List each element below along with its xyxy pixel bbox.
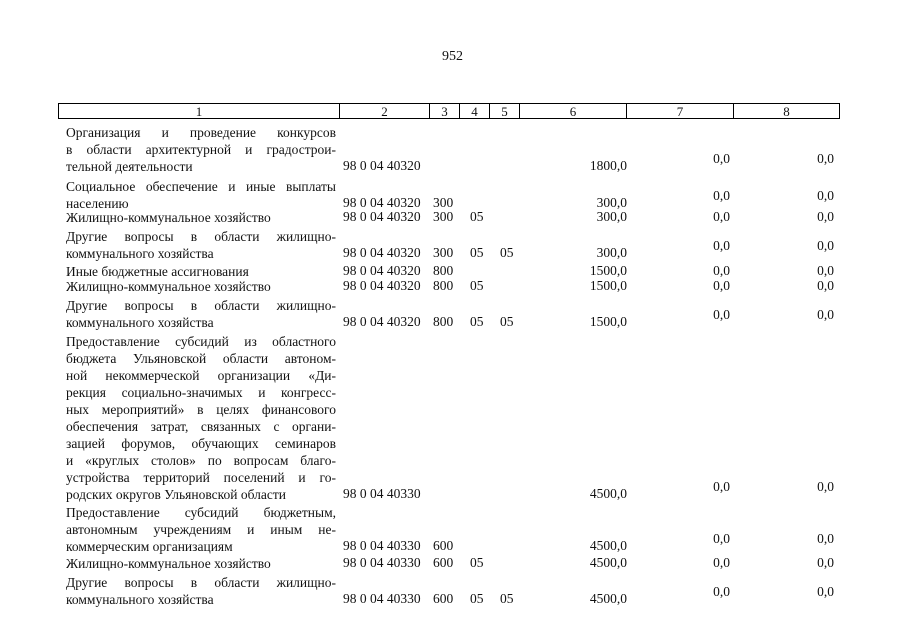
header-col-4: 4 bbox=[459, 104, 489, 118]
row-value-col8: 0,0 bbox=[817, 307, 834, 322]
row-value-col6: 1500,0 bbox=[589, 278, 627, 293]
row-section: 05 bbox=[470, 555, 484, 570]
row-name-line: населению bbox=[66, 196, 129, 211]
row-name-line: ных мероприятий» в целях финансового bbox=[66, 402, 336, 417]
header-col-6: 6 bbox=[519, 104, 626, 118]
row-subsection: 05 bbox=[500, 314, 514, 329]
row-value-col8: 0,0 bbox=[817, 209, 834, 224]
row-name bbox=[66, 297, 336, 331]
row-name-line: бюджета Ульяновской области автоном- bbox=[66, 351, 336, 366]
row-name-line: обеспечения затрат, связанных с органи- bbox=[66, 419, 336, 434]
row-name-line: зацией форумов, обучающих семинаров bbox=[66, 436, 336, 451]
row-code: 98 0 04 40330 bbox=[343, 538, 421, 553]
row-value-col8: 0,0 bbox=[817, 531, 834, 546]
row-name bbox=[66, 555, 336, 572]
row-value-col6: 4500,0 bbox=[589, 591, 627, 606]
row-name-line: Жилищно-коммунальное хозяйство bbox=[66, 556, 271, 571]
row-value-col7: 0,0 bbox=[713, 584, 730, 599]
row-name-line: Предоставление субсидий из областного bbox=[66, 334, 336, 349]
row-section: 05 bbox=[470, 591, 484, 606]
row-section: 05 bbox=[470, 245, 484, 260]
row-value-col6: 300,0 bbox=[596, 245, 627, 260]
row-subsection: 05 bbox=[500, 245, 514, 260]
row-code: 98 0 04 40320 bbox=[343, 245, 421, 260]
row-name-line: и «круглых столов» по вопросам благо- bbox=[66, 453, 336, 468]
row-name-line: в области архитектурной и градострои- bbox=[66, 142, 336, 157]
row-expense-type: 600 bbox=[433, 555, 454, 570]
row-value-col6: 4500,0 bbox=[589, 538, 627, 553]
row-value-col8: 0,0 bbox=[817, 584, 834, 599]
row-value-col7: 0,0 bbox=[713, 151, 730, 166]
row-expense-type: 300 bbox=[433, 195, 454, 210]
row-code: 98 0 04 40320 bbox=[343, 195, 421, 210]
row-name-line: коммунального хозяйства bbox=[66, 315, 214, 330]
row-name-line: автономным учреждениям и иным не- bbox=[66, 522, 336, 537]
row-value-col8: 0,0 bbox=[817, 278, 834, 293]
row-name-line: родских округов Ульяновской области bbox=[66, 487, 286, 502]
row-code: 98 0 04 40330 bbox=[343, 555, 421, 570]
page-number: 952 bbox=[442, 49, 463, 64]
row-value-col6: 1800,0 bbox=[589, 158, 627, 173]
row-code: 98 0 04 40330 bbox=[343, 591, 421, 606]
row-code: 98 0 04 40320 bbox=[343, 278, 421, 293]
row-value-col7: 0,0 bbox=[713, 263, 730, 278]
header-col-2: 2 bbox=[339, 104, 429, 118]
row-expense-type: 600 bbox=[433, 591, 454, 606]
row-name-line: Организация и проведение конкурсов bbox=[66, 125, 336, 140]
row-code: 98 0 04 40320 bbox=[343, 158, 421, 173]
row-value-col8: 0,0 bbox=[817, 188, 834, 203]
row-name bbox=[66, 178, 336, 212]
row-value-col8: 0,0 bbox=[817, 151, 834, 166]
row-name-line: коммунального хозяйства bbox=[66, 246, 214, 261]
row-name-line: коммунального хозяйства bbox=[66, 592, 214, 607]
row-name-line: Предоставление субсидий бюджетным, bbox=[66, 505, 336, 520]
row-name-line: рекция социально-значимых и конгресс- bbox=[66, 385, 336, 400]
row-value-col7: 0,0 bbox=[713, 479, 730, 494]
header-col-1: 1 bbox=[195, 104, 203, 119]
row-name-line: коммерческим организациям bbox=[66, 539, 233, 554]
row-section: 05 bbox=[470, 314, 484, 329]
row-section: 05 bbox=[470, 209, 484, 224]
row-name-line: тельной деятельности bbox=[66, 159, 193, 174]
row-name bbox=[66, 209, 336, 226]
row-name-line: устройства территорий поселений и го- bbox=[66, 470, 336, 485]
row-expense-type: 600 bbox=[433, 538, 454, 553]
row-expense-type: 300 bbox=[433, 245, 454, 260]
row-value-col6: 1500,0 bbox=[589, 263, 627, 278]
header-col-3: 3 bbox=[429, 104, 459, 118]
row-name bbox=[66, 124, 336, 175]
row-name-line: Иные бюджетные ассигнования bbox=[66, 264, 249, 279]
row-value-col8: 0,0 bbox=[817, 479, 834, 494]
row-code: 98 0 04 40330 bbox=[343, 486, 421, 501]
row-value-col7: 0,0 bbox=[713, 188, 730, 203]
row-value-col7: 0,0 bbox=[713, 531, 730, 546]
row-name-line: ной некоммерческой организации «Ди- bbox=[66, 368, 336, 383]
row-expense-type: 800 bbox=[433, 278, 454, 293]
row-expense-type: 800 bbox=[433, 314, 454, 329]
row-section: 05 bbox=[470, 278, 484, 293]
row-name bbox=[66, 228, 336, 262]
row-value-col7: 0,0 bbox=[713, 209, 730, 224]
row-name-line: Другие вопросы в области жилищно- bbox=[66, 298, 336, 313]
row-value-col8: 0,0 bbox=[817, 238, 834, 253]
row-name bbox=[66, 333, 336, 503]
row-code: 98 0 04 40320 bbox=[343, 263, 421, 278]
row-value-col7: 0,0 bbox=[713, 278, 730, 293]
header-col-7: 7 bbox=[626, 104, 733, 118]
row-value-col8: 0,0 bbox=[817, 263, 834, 278]
row-value-col7: 0,0 bbox=[713, 555, 730, 570]
row-name-line: Жилищно-коммунальное хозяйство bbox=[66, 279, 271, 294]
row-value-col8: 0,0 bbox=[817, 555, 834, 570]
row-expense-type: 300 bbox=[433, 209, 454, 224]
row-name bbox=[66, 278, 336, 295]
row-name-line: Жилищно-коммунальное хозяйство bbox=[66, 210, 271, 225]
header-col-8: 8 bbox=[733, 104, 839, 118]
row-name-line: Другие вопросы в области жилищно- bbox=[66, 229, 336, 244]
row-value-col6: 300,0 bbox=[596, 195, 627, 210]
table-header bbox=[58, 103, 840, 119]
header-col-5: 5 bbox=[489, 104, 519, 118]
row-value-col6: 1500,0 bbox=[589, 314, 627, 329]
row-name-line: Другие вопросы в области жилищно- bbox=[66, 575, 336, 590]
row-expense-type: 800 bbox=[433, 263, 454, 278]
row-name-line: Социальное обеспечение и иные выплаты bbox=[66, 179, 336, 194]
row-value-col6: 4500,0 bbox=[589, 555, 627, 570]
row-value-col7: 0,0 bbox=[713, 238, 730, 253]
row-subsection: 05 bbox=[500, 591, 514, 606]
row-name bbox=[66, 574, 336, 608]
row-code: 98 0 04 40320 bbox=[343, 314, 421, 329]
row-value-col6: 300,0 bbox=[596, 209, 627, 224]
row-code: 98 0 04 40320 bbox=[343, 209, 421, 224]
row-name bbox=[66, 504, 336, 555]
row-value-col6: 4500,0 bbox=[589, 486, 627, 501]
row-value-col7: 0,0 bbox=[713, 307, 730, 322]
